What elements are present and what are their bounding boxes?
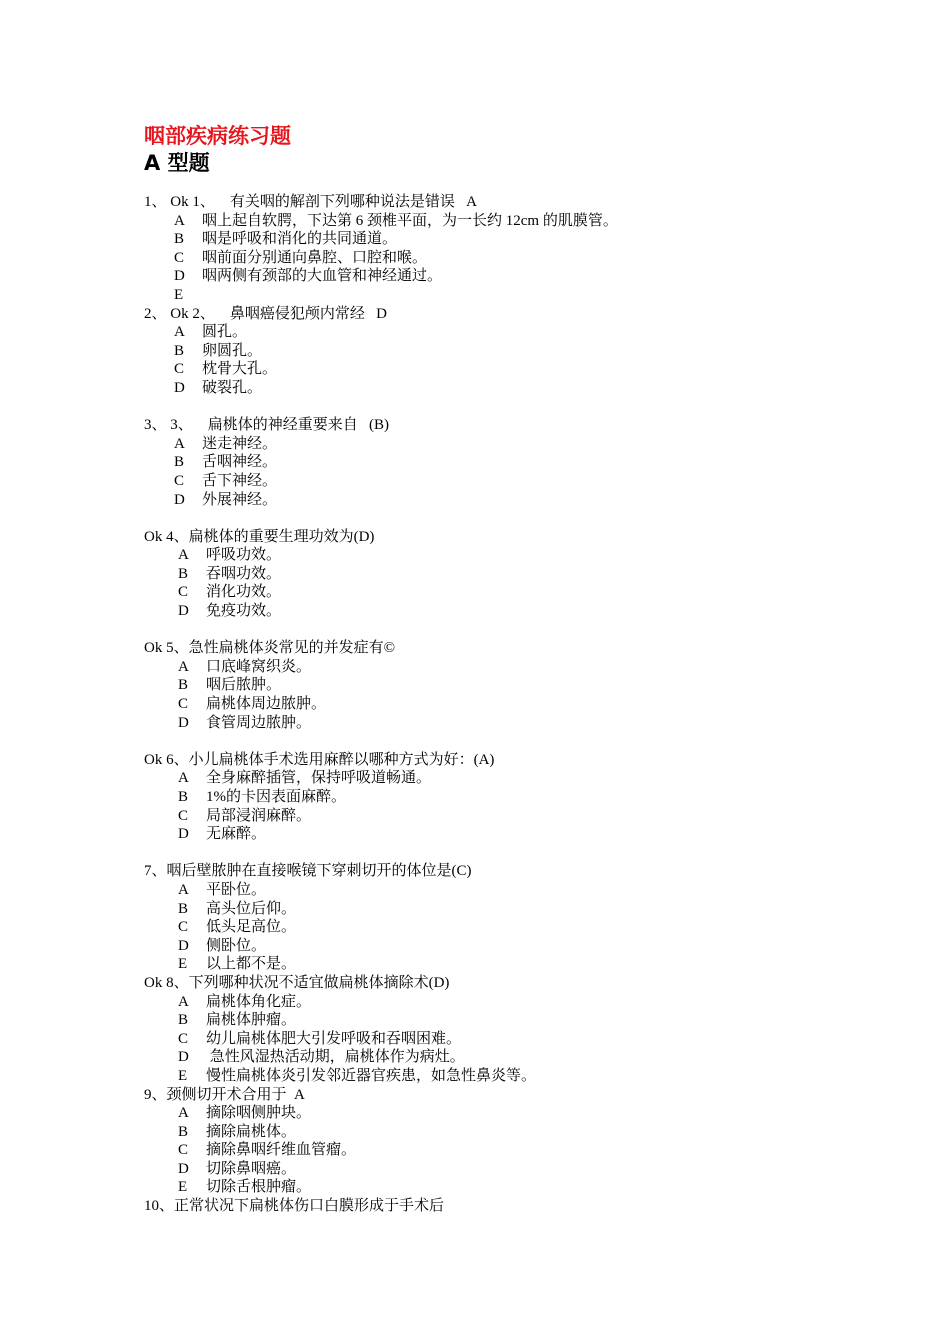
question-line: Ok 8、下列哪种状况不适宜做扁桃体摘除术(D) bbox=[144, 974, 450, 991]
option-letter: D bbox=[174, 379, 185, 396]
option-letter: C bbox=[178, 584, 189, 601]
option-line bbox=[144, 491, 904, 510]
section-heading: A 型题 bbox=[144, 151, 210, 175]
question-line: 3、 3、 扁桃体的神经重要来自 (B) bbox=[144, 417, 389, 434]
option-letter: A bbox=[174, 324, 185, 341]
option-text: 卵圆孔。 bbox=[202, 342, 263, 359]
option-text: 舌下神经。 bbox=[202, 472, 278, 489]
question-line: Ok 6、小儿扁桃体手术选用麻醉以哪种方式为好：(A) bbox=[144, 751, 495, 768]
question-line: Ok 5、急性扁桃体炎常见的并发症有© bbox=[144, 640, 395, 657]
option-letter: C bbox=[174, 249, 185, 266]
option-letter: A bbox=[178, 993, 189, 1010]
option-letter: C bbox=[178, 1030, 189, 1047]
option-text: 低头足高位。 bbox=[206, 919, 297, 936]
option-text: 摘除鼻咽纤维血管瘤。 bbox=[206, 1142, 357, 1159]
option-text: 圆孔。 bbox=[202, 324, 248, 341]
option-letter: C bbox=[178, 919, 189, 936]
option-letter: B bbox=[178, 789, 189, 805]
option-letter: B bbox=[178, 1012, 189, 1029]
question-line: Ok 4、扁桃体的重要生理功效为(D) bbox=[144, 528, 375, 545]
option-line bbox=[144, 249, 904, 268]
option-text: 迷走神经。 bbox=[202, 435, 278, 452]
option-line bbox=[144, 937, 904, 956]
option-line bbox=[144, 955, 904, 974]
option-line bbox=[144, 453, 904, 472]
option-text: 摘除咽侧肿块。 bbox=[206, 1105, 312, 1122]
option-text: 平卧位。 bbox=[206, 881, 267, 898]
option-letter: B bbox=[178, 565, 189, 582]
option-letter: B bbox=[174, 342, 185, 359]
option-text: 消化功效。 bbox=[206, 584, 282, 601]
option-letter: D bbox=[178, 937, 189, 954]
option-letter: C bbox=[178, 807, 189, 824]
question-line: 10、正常状况下扁桃体伤口白膜形成于手术后 bbox=[144, 1198, 445, 1215]
option-line bbox=[144, 286, 904, 305]
option-text: 扁桃体肿瘤。 bbox=[206, 1012, 297, 1029]
blank-line bbox=[144, 621, 904, 640]
option-letter: C bbox=[178, 1142, 189, 1159]
option-text: 以上都不是。 bbox=[206, 956, 297, 973]
option-text: 呼吸功效。 bbox=[206, 547, 282, 564]
option-line bbox=[144, 900, 904, 919]
option-text: 摘除扁桃体。 bbox=[206, 1123, 297, 1140]
option-text: 高头位后仰。 bbox=[206, 900, 297, 917]
option-line bbox=[144, 788, 904, 807]
option-text: 侧卧位。 bbox=[206, 937, 267, 954]
option-text: 扁桃体角化症。 bbox=[206, 993, 312, 1010]
option-letter: D bbox=[174, 491, 185, 508]
option-text: 扁桃体周边脓肿。 bbox=[206, 696, 327, 713]
option-line bbox=[144, 267, 904, 286]
option-line bbox=[144, 714, 904, 733]
option-text: 咽前面分别通向鼻腔、口腔和喉。 bbox=[202, 249, 428, 266]
option-line bbox=[144, 230, 904, 249]
option-letter: E bbox=[178, 1067, 188, 1084]
option-line bbox=[144, 695, 904, 714]
option-text: 慢性扁桃体炎引发邻近器官疾患，如急性鼻炎等。 bbox=[206, 1067, 537, 1084]
option-line bbox=[144, 602, 904, 621]
option-text: 咽是呼吸和消化的共同通道。 bbox=[202, 231, 398, 248]
option-letter: D bbox=[178, 826, 189, 843]
option-letter: A bbox=[178, 658, 189, 675]
option-text: 咽上起自软腭，下达第 6 颈椎平面，为一长约 12cm 的肌膜管。 bbox=[202, 212, 618, 229]
option-line bbox=[144, 379, 904, 398]
question-line: 1、 Ok 1、 有关咽的解剖下列哪种说法是错误 A bbox=[144, 194, 477, 210]
option-line bbox=[144, 360, 904, 379]
option-text: 吞咽功效。 bbox=[206, 565, 282, 582]
option-line bbox=[144, 1178, 904, 1197]
option-text: 急性风湿热活动期，扁桃体作为病灶。 bbox=[206, 1049, 465, 1066]
option-letter: B bbox=[174, 231, 185, 248]
option-letter: B bbox=[178, 900, 189, 917]
option-letter: D bbox=[178, 1049, 189, 1066]
option-letter: E bbox=[174, 286, 184, 303]
option-text: 破裂孔。 bbox=[202, 379, 263, 396]
option-letter: A bbox=[178, 881, 189, 898]
option-text: 舌咽神经。 bbox=[202, 454, 278, 471]
option-line bbox=[144, 323, 904, 342]
question-line: 2、 Ok 2、 鼻咽癌侵犯颅内常经 D bbox=[144, 305, 387, 322]
option-letter: A bbox=[178, 1105, 189, 1122]
option-text: 咽后脓肿。 bbox=[206, 677, 282, 694]
option-text: 1%的卡因表面麻醉。 bbox=[206, 789, 346, 805]
option-letter: A bbox=[178, 547, 189, 564]
option-letter: B bbox=[174, 454, 185, 471]
option-line bbox=[144, 807, 904, 826]
option-line bbox=[144, 212, 904, 231]
option-text: 食管周边脓肿。 bbox=[206, 714, 312, 731]
option-letter: A bbox=[178, 770, 189, 787]
option-line bbox=[144, 472, 904, 491]
option-line bbox=[144, 342, 904, 361]
option-text: 口底峰窝织炎。 bbox=[206, 658, 312, 675]
option-letter: D bbox=[178, 603, 189, 620]
option-text: 咽两侧有颈部的大血管和神经通过。 bbox=[202, 268, 443, 285]
option-text: 无麻醉。 bbox=[206, 826, 267, 843]
option-line bbox=[144, 1104, 904, 1123]
blank-line bbox=[144, 844, 904, 863]
option-line bbox=[144, 881, 904, 900]
option-line bbox=[144, 1067, 904, 1086]
option-text: 切除鼻咽癌。 bbox=[206, 1160, 297, 1177]
option-text: 全身麻醉插管，保持呼吸道畅通。 bbox=[206, 770, 432, 787]
option-letter: D bbox=[178, 1160, 189, 1177]
blank-line bbox=[144, 509, 904, 528]
option-line bbox=[144, 1141, 904, 1160]
option-letter: E bbox=[178, 956, 188, 973]
option-text: 免疫功效。 bbox=[206, 603, 282, 620]
option-text: 枕骨大孔。 bbox=[202, 361, 278, 378]
option-line bbox=[144, 435, 904, 454]
option-text: 外展神经。 bbox=[202, 491, 278, 508]
option-letter: A bbox=[174, 435, 185, 452]
option-letter: B bbox=[178, 677, 189, 694]
document-content bbox=[144, 120, 904, 1216]
option-letter: B bbox=[178, 1123, 189, 1140]
option-letter: C bbox=[174, 361, 185, 378]
question-list bbox=[144, 193, 904, 1216]
option-letter: D bbox=[174, 268, 185, 285]
option-letter: D bbox=[178, 714, 189, 731]
option-line bbox=[144, 1011, 904, 1030]
option-line bbox=[144, 583, 904, 602]
option-line bbox=[144, 993, 904, 1012]
option-line bbox=[144, 1048, 904, 1067]
option-line bbox=[144, 918, 904, 937]
option-text: 幼儿扁桃体肥大引发呼吸和吞咽困难。 bbox=[206, 1030, 462, 1047]
option-line bbox=[144, 658, 904, 677]
option-letter: A bbox=[174, 212, 185, 229]
option-line bbox=[144, 769, 904, 788]
option-text: 局部浸润麻醉。 bbox=[206, 807, 312, 824]
blank-line bbox=[144, 398, 904, 417]
option-letter: E bbox=[178, 1179, 188, 1196]
option-letter: C bbox=[174, 472, 185, 489]
question-line: 7、咽后壁脓肿在直接喉镜下穿刺切开的体位是(C) bbox=[144, 863, 472, 880]
option-line bbox=[144, 676, 904, 695]
option-text: 切除舌根肿瘤。 bbox=[206, 1179, 312, 1196]
option-letter: C bbox=[178, 696, 189, 713]
option-line bbox=[144, 546, 904, 565]
option-line bbox=[144, 565, 904, 584]
option-line bbox=[144, 825, 904, 844]
question-line: 9、颈侧切开术合用于 A bbox=[144, 1086, 305, 1103]
option-line bbox=[144, 1123, 904, 1142]
blank-line bbox=[144, 732, 904, 751]
option-line bbox=[144, 1160, 904, 1179]
document-title: 咽部疾病练习题 bbox=[144, 124, 291, 148]
option-line bbox=[144, 1030, 904, 1049]
